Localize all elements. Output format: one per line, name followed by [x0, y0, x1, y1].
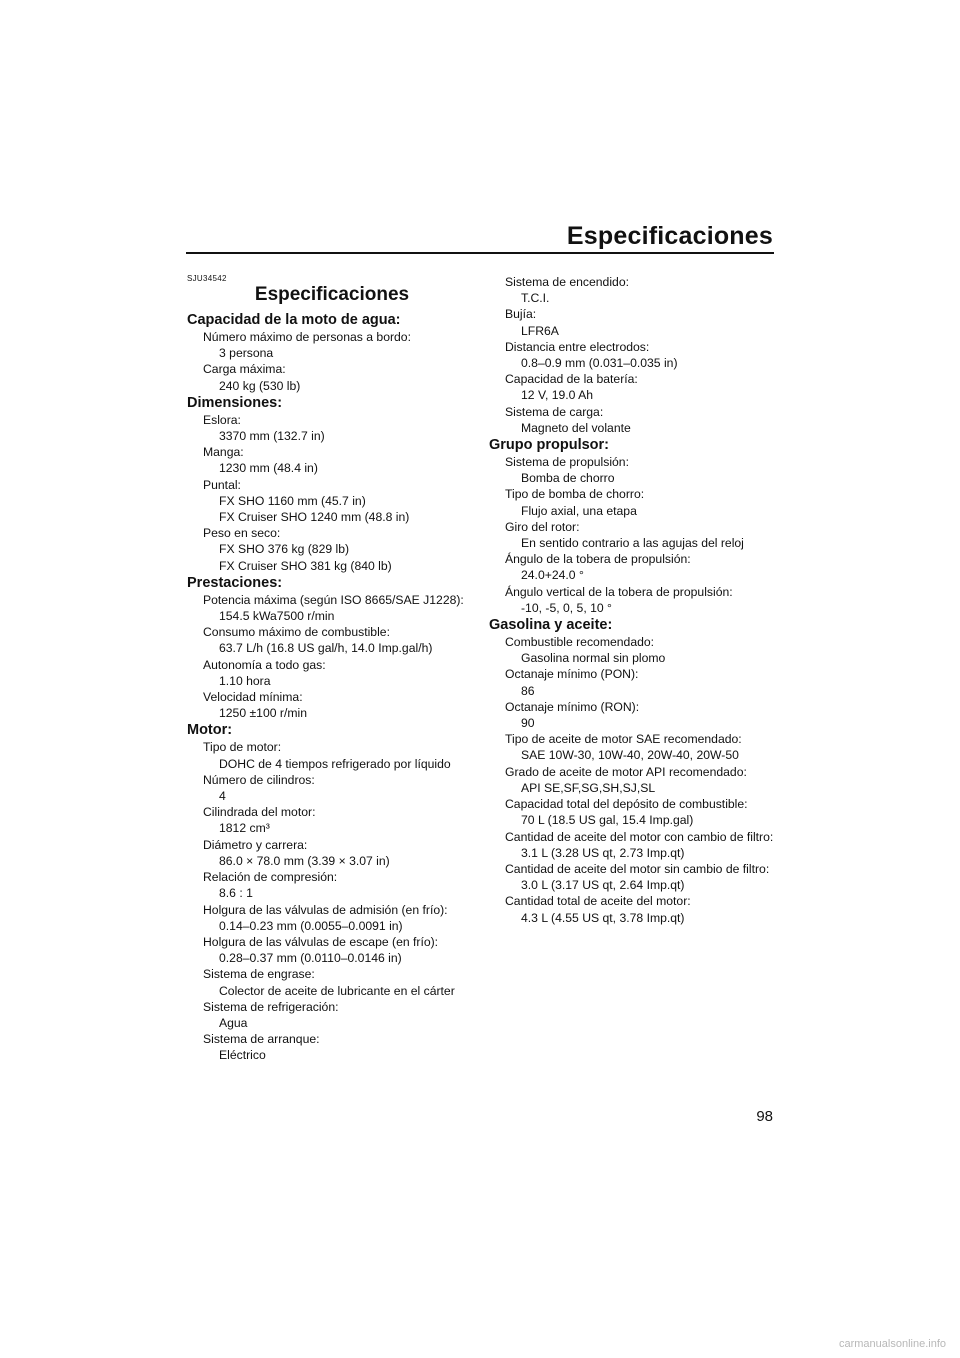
spec-label: Sistema de encendido: — [505, 275, 629, 289]
spec-label: Octanaje mínimo (RON): — [505, 699, 640, 714]
page-header-title: Especificaciones — [566, 222, 773, 250]
spec-label: Sistema de propulsión: — [505, 455, 629, 470]
spec-value: 3.0 L (3.17 US qt, 2.64 Imp.qt) — [521, 878, 685, 893]
spec-value: 86.0 × 78.0 mm (3.39 × 3.07 in) — [219, 853, 390, 868]
spec-value: 240 kg (530 lb) — [219, 378, 301, 393]
spec-label: Cantidad de aceite del motor sin cambio de filtro: — [505, 861, 770, 876]
spec-value: Eléctrico — [219, 1048, 266, 1063]
spec-value: 8.6 : 1 — [219, 886, 253, 901]
page-number: 98 — [756, 1108, 773, 1125]
spec-value: 0.28–0.37 mm (0.0110–0.0146 in) — [219, 951, 402, 966]
spec-value: Flujo axial, una etapa — [521, 503, 637, 518]
spec-label: Velocidad mínima: — [203, 690, 303, 705]
spec-label: Sistema de carga: — [505, 404, 604, 419]
spec-value: 90 — [521, 716, 535, 731]
section-title: Especificaciones — [254, 284, 410, 305]
spec-label: Sistema de engrase: — [203, 967, 315, 982]
spec-value: 154.5 kWa7500 r/min — [219, 609, 335, 624]
spec-label: Holgura de las válvulas de admisión (en frío): — [203, 902, 448, 917]
spec-label: Ángulo vertical de la tobera de propulsión: — [505, 584, 733, 599]
spec-group-heading: Capacidad de la moto de agua: — [187, 312, 401, 328]
left-column — [187, 274, 477, 1064]
spec-value: 4 — [219, 789, 226, 804]
spec-value: FX Cruiser SHO 381 kg (840 lb) — [219, 558, 392, 573]
spec-label: Cantidad total de aceite del motor: — [505, 894, 691, 909]
spec-value: 12 V, 19.0 Ah — [521, 388, 594, 403]
spec-group-heading: Motor: — [187, 722, 233, 739]
spec-value: Colector de aceite de lubricante en el cárter — [219, 983, 455, 998]
section-code: SJU34542 — [187, 274, 227, 283]
spec-value: 1812 cm³ — [219, 821, 270, 836]
spec-value: LFR6A — [521, 323, 559, 338]
left-spec-groups — [187, 311, 477, 1064]
spec-label: Número de cilindros: — [203, 772, 315, 787]
spec-value: 1.10 hora — [219, 673, 271, 688]
spec-label: Carga máxima: — [203, 362, 286, 377]
spec-value: 86 — [521, 683, 535, 698]
spec-label: Autonomía a todo gas: — [203, 657, 326, 672]
spec-label: Cilindrada del motor: — [203, 805, 316, 820]
spec-label: Tipo de motor: — [203, 740, 282, 755]
watermark: carmanualsonline.info — [838, 1338, 946, 1350]
spec-label: Potencia máxima (según ISO 8665/SAE J1228): — [203, 592, 464, 607]
spec-label: Bujía: — [505, 307, 537, 322]
spec-group-heading: Dimensiones: — [187, 394, 283, 411]
spec-label: Sistema de refrigeración: — [203, 999, 339, 1014]
spec-label: Holgura de las válvulas de escape (en frío): — [203, 934, 439, 949]
spec-value: 0.14–0.23 mm (0.0055–0.0091 in) — [219, 918, 403, 933]
spec-value: -10, -5, 0, 5, 10 ° — [521, 600, 612, 615]
spec-value: Gasolina normal sin plomo — [521, 651, 666, 666]
spec-value: API SE,SF,SG,SH,SJ,SL — [521, 780, 656, 795]
spec-value: FX SHO 1160 mm (45.7 in) — [219, 493, 366, 508]
spec-value: 0.8–0.9 mm (0.031–0.035 in) — [521, 356, 678, 371]
spec-value: Magneto del volante — [521, 420, 631, 435]
spec-label: Capacidad de la batería: — [505, 372, 638, 387]
header-divider — [186, 252, 774, 254]
spec-value: 1230 mm (48.4 in) — [219, 461, 318, 476]
spec-group-heading: Gasolina y aceite: — [489, 617, 613, 634]
spec-label: Ángulo de la tobera de propulsión: — [505, 552, 691, 567]
spec-label: Cantidad de aceite del motor con cambio de filtro: — [505, 829, 774, 844]
spec-value: 3 persona — [219, 346, 274, 361]
spec-value: Bomba de chorro — [521, 471, 615, 486]
spec-label: Consumo máximo de combustible: — [203, 625, 390, 640]
spec-label: Combustible recomendado: — [505, 635, 655, 650]
spec-value: 3370 mm (132.7 in) — [219, 429, 325, 444]
spec-label: Eslora: — [203, 412, 241, 427]
spec-label: Distancia entre electrodos: — [505, 339, 650, 354]
spec-value: 3.1 L (3.28 US qt, 2.73 Imp.qt) — [521, 845, 685, 860]
spec-value: En sentido contrario a las agujas del reloj — [521, 536, 744, 551]
spec-label: Diámetro y carrera: — [203, 837, 308, 852]
spec-value: DOHC de 4 tiempos refrigerado por líquido — [219, 756, 451, 771]
spec-label: Puntal: — [203, 477, 241, 492]
spec-value: Agua — [219, 1015, 248, 1030]
spec-label: Grado de aceite de motor API recomendado: — [505, 764, 747, 779]
spec-label: Número máximo de personas a bordo: — [203, 330, 411, 344]
spec-label: Octanaje mínimo (PON): — [505, 667, 639, 682]
spec-value: 63.7 L/h (16.8 US gal/h, 14.0 Imp.gal/h) — [219, 641, 433, 656]
spec-value: SAE 10W-30, 10W-40, 20W-40, 20W-50 — [521, 748, 739, 763]
spec-label: Relación de compresión: — [203, 870, 338, 885]
spec-value: FX Cruiser SHO 1240 mm (48.8 in) — [219, 510, 410, 525]
spec-label: Peso en seco: — [203, 526, 281, 541]
right-column — [489, 274, 779, 926]
spec-value: 70 L (18.5 US gal, 15.4 Imp.gal) — [521, 813, 694, 828]
spec-value: 24.0+24.0 ° — [521, 568, 584, 583]
spec-value: 4.3 L (4.55 US qt, 3.78 Imp.qt) — [521, 910, 685, 925]
spec-label: Tipo de bomba de chorro: — [505, 487, 645, 502]
spec-value: T.C.I. — [521, 291, 550, 306]
spec-group-heading: Prestaciones: — [187, 574, 283, 591]
right-spec-groups — [489, 274, 779, 926]
spec-label: Giro del rotor: — [505, 519, 580, 534]
spec-value: 1250 ±100 r/min — [219, 706, 307, 721]
spec-label: Manga: — [203, 445, 244, 460]
spec-label: Sistema de arranque: — [203, 1032, 320, 1047]
spec-value: FX SHO 376 kg (829 lb) — [219, 542, 350, 557]
spec-label: Capacidad total del depósito de combustible: — [505, 797, 748, 812]
spec-label: Tipo de aceite de motor SAE recomendado: — [505, 732, 742, 747]
spec-group-heading: Grupo propulsor: — [489, 437, 610, 454]
